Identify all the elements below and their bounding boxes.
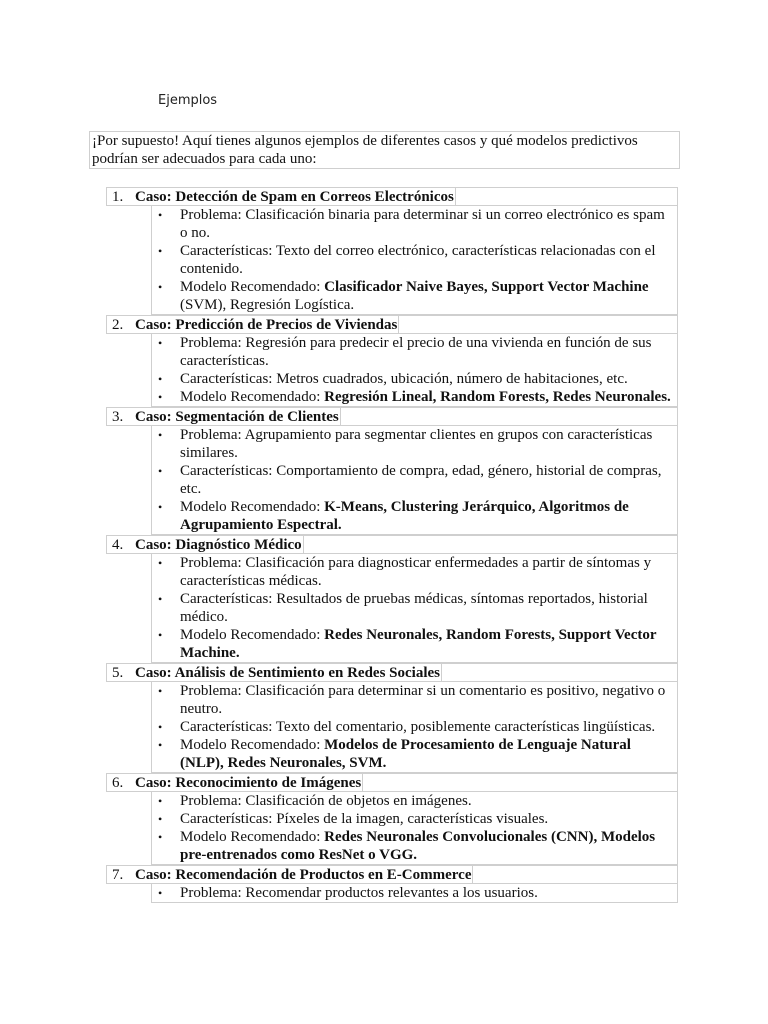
case-title: Caso: Reconocimiento de Imágenes bbox=[135, 775, 362, 791]
case-title-row bbox=[106, 663, 678, 682]
case-title: Caso: Predicción de Precios de Viviendas bbox=[135, 317, 398, 333]
case-title: Caso: Recomendación de Productos en E-Commerce bbox=[135, 867, 472, 883]
bullet-icon: • bbox=[158, 500, 163, 514]
bullet-icon: • bbox=[158, 390, 163, 404]
bullet-item bbox=[152, 206, 677, 242]
bullet-icon: • bbox=[158, 628, 163, 642]
bullet-text: Modelo Recomendado: bbox=[180, 737, 325, 753]
bullet-bold-text: Regresión Lineal, Random Forests, Redes Neuronales. bbox=[324, 389, 671, 405]
bullet-item bbox=[152, 334, 677, 370]
bullet-item bbox=[152, 590, 677, 626]
bullet-text: Características: Comportamiento de compra, edad, género, historial de compras, etc. bbox=[180, 463, 662, 497]
bullet-text: Modelo Recomendado: bbox=[180, 279, 325, 295]
bullet-item bbox=[152, 884, 677, 902]
bullet-icon: • bbox=[158, 738, 163, 752]
bullet-item bbox=[152, 810, 677, 828]
bullet-item bbox=[152, 462, 677, 498]
case-title-row bbox=[106, 407, 678, 426]
case-title-row bbox=[106, 187, 678, 206]
case-bullets bbox=[151, 426, 678, 535]
case-title-row bbox=[106, 865, 678, 884]
bullet-text: Modelo Recomendado: bbox=[180, 389, 325, 405]
case-title: Caso: Análisis de Sentimiento en Redes Sociales bbox=[135, 665, 441, 681]
bullet-icon: • bbox=[158, 812, 163, 826]
bullet-text: Modelo Recomendado: bbox=[180, 499, 325, 515]
bullet-text: Problema: Recomendar productos relevantes a los usuarios. bbox=[180, 885, 538, 901]
bullet-text: Modelo Recomendado: bbox=[180, 627, 325, 643]
bullet-icon: • bbox=[158, 720, 163, 734]
bullet-text: Problema: Regresión para predecir el precio de una vivienda en función de sus características. bbox=[180, 335, 652, 369]
bullet-tail-text: (SVM), Regresión Logística. bbox=[180, 297, 355, 313]
bullet-text: Problema: Clasificación para determinar si un comentario es positivo, negativo o neutro. bbox=[180, 683, 666, 717]
case-item bbox=[106, 865, 678, 903]
bullet-icon: • bbox=[158, 830, 163, 844]
case-item bbox=[106, 407, 678, 535]
bullet-item bbox=[152, 498, 677, 534]
case-title: Caso: Diagnóstico Médico bbox=[135, 537, 302, 553]
case-number: 5. bbox=[112, 665, 124, 681]
bullet-icon: • bbox=[158, 886, 163, 900]
case-number: 4. bbox=[112, 537, 124, 553]
case-number: 6. bbox=[112, 775, 124, 791]
case-number: 7. bbox=[112, 867, 124, 883]
case-bullets bbox=[151, 682, 678, 773]
bullet-item bbox=[152, 792, 677, 810]
bullet-text: Características: Metros cuadrados, ubicación, número de habitaciones, etc. bbox=[180, 371, 628, 387]
bullet-icon: • bbox=[158, 280, 163, 294]
bullet-item bbox=[152, 554, 677, 590]
case-title: Caso: Segmentación de Clientes bbox=[135, 409, 339, 425]
bullet-bold-text: Redes Neuronales Convolucionales (CNN), Modelos pre-entrenados como ResNet o VGG. bbox=[180, 829, 656, 863]
case-title: Caso: Detección de Spam en Correos Electrónicos bbox=[135, 189, 454, 205]
case-number: 1. bbox=[112, 189, 124, 205]
bullet-icon: • bbox=[158, 208, 163, 222]
bullet-item bbox=[152, 426, 677, 462]
case-bullets bbox=[151, 334, 678, 407]
case-item bbox=[106, 773, 678, 865]
case-bullets bbox=[151, 206, 678, 315]
bullet-icon: • bbox=[158, 428, 163, 442]
case-item bbox=[106, 315, 678, 407]
bullet-bold-text: Clasificador Naive Bayes, Support Vector Machine bbox=[324, 279, 649, 295]
bullet-item bbox=[152, 682, 677, 718]
bullet-icon: • bbox=[158, 336, 163, 350]
bullet-icon: • bbox=[158, 244, 163, 258]
bullet-bold-text: K-Means, Clustering Jerárquico, Algoritmos de Agrupamiento Espectral. bbox=[180, 499, 629, 533]
intro-paragraph: ¡Por supuesto! Aquí tienes algunos ejemplos de diferentes casos y qué modelos predictivos podrían ser adecuados para cada uno: bbox=[89, 131, 680, 169]
bullet-icon: • bbox=[158, 464, 163, 478]
case-title-row bbox=[106, 315, 678, 334]
bullet-item bbox=[152, 626, 677, 662]
case-bullets bbox=[151, 884, 678, 903]
bullet-bold-text: Modelos de Procesamiento de Lenguaje Natural (NLP), Redes Neuronales, SVM. bbox=[180, 737, 631, 771]
bullet-item bbox=[152, 736, 677, 772]
page-heading: Ejemplos bbox=[158, 93, 218, 108]
bullet-item bbox=[152, 278, 677, 314]
bullet-text: Características: Píxeles de la imagen, características visuales. bbox=[180, 811, 549, 827]
bullet-icon: • bbox=[158, 556, 163, 570]
case-bullets bbox=[151, 792, 678, 865]
case-item bbox=[106, 187, 678, 315]
bullet-text: Problema: Clasificación binaria para determinar si un correo electrónico es spam o no. bbox=[180, 207, 665, 241]
bullet-item bbox=[152, 828, 677, 864]
case-item bbox=[106, 535, 678, 663]
bullet-item bbox=[152, 718, 677, 736]
bullet-text: Problema: Clasificación de objetos en imágenes. bbox=[180, 793, 472, 809]
bullet-text: Problema: Agrupamiento para segmentar clientes en grupos con características similares. bbox=[180, 427, 653, 461]
bullet-icon: • bbox=[158, 372, 163, 386]
bullet-text: Modelo Recomendado: bbox=[180, 829, 325, 845]
bullet-text: Características: Resultados de pruebas médicas, síntomas reportados, historial médico. bbox=[180, 591, 648, 625]
bullet-item bbox=[152, 242, 677, 278]
bullet-item bbox=[152, 388, 677, 406]
case-number: 3. bbox=[112, 409, 124, 425]
bullet-icon: • bbox=[158, 592, 163, 606]
case-number: 2. bbox=[112, 317, 124, 333]
case-item bbox=[106, 663, 678, 773]
bullet-text: Características: Texto del comentario, posiblemente características lingüísticas. bbox=[180, 719, 656, 735]
cases-list bbox=[106, 187, 678, 903]
bullet-icon: • bbox=[158, 794, 163, 808]
bullet-item bbox=[152, 370, 677, 388]
case-title-row bbox=[106, 773, 678, 792]
bullet-bold-text: Redes Neuronales, Random Forests, Support Vector Machine. bbox=[180, 627, 657, 661]
bullet-icon: • bbox=[158, 684, 163, 698]
bullet-text: Características: Texto del correo electrónico, características relacionadas con el contenido. bbox=[180, 243, 656, 277]
case-bullets bbox=[151, 554, 678, 663]
case-title-row bbox=[106, 535, 678, 554]
bullet-text: Problema: Clasificación para diagnosticar enfermedades a partir de síntomas y características médicas. bbox=[180, 555, 652, 589]
